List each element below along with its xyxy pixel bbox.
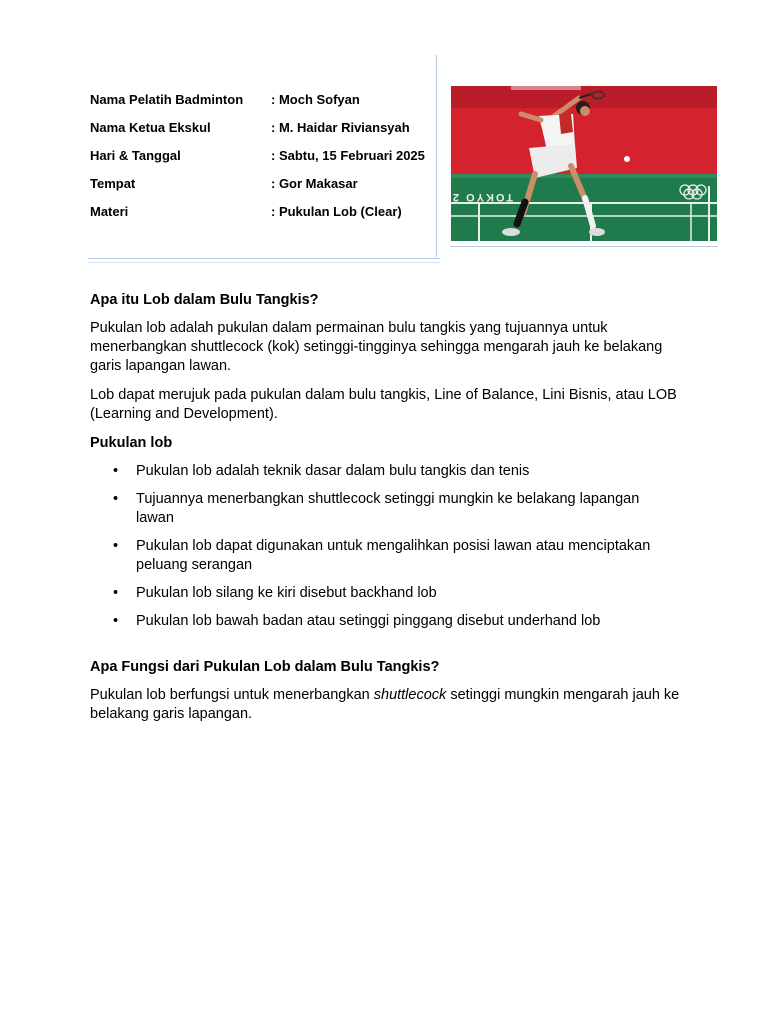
table-border-vertical (436, 55, 437, 257)
bullet-icon: • (113, 585, 119, 601)
info-value: : Gor Makasar (271, 176, 358, 191)
function-text-italic: shuttlecock (373, 687, 447, 703)
section-heading-pukulan-lob: Pukulan lob (90, 435, 173, 451)
bullet-icon: • (113, 613, 119, 629)
bullet-icon: • (113, 491, 119, 507)
list-item (113, 462, 680, 481)
info-label: Nama Pelatih Badminton (90, 92, 244, 107)
info-label: Hari & Tanggal (90, 148, 181, 163)
list-item-text: Pukulan lob bawah badan atau setinggi pinggang disebut underhand lob (136, 613, 601, 629)
section-spacer (90, 640, 680, 658)
info-row-place (90, 175, 440, 203)
paragraph-lob-function (90, 686, 680, 724)
paragraph-lob-meanings: Lob dapat merujuk pada pukulan dalam bulu tangkis, Line of Balance, Lini Bisnis, atau LOB (Learning and Development). (90, 387, 677, 422)
function-text-start: Pukulan lob berfungsi untuk menerbangkan (90, 687, 374, 703)
list-item-text: Pukulan lob dapat digunakan untuk mengalihkan posisi lawan atau menciptakan peluang serangan (136, 538, 651, 573)
photo-court (451, 174, 717, 241)
info-row-date (90, 147, 440, 175)
section-heading-lob-function: Apa Fungsi dari Pukulan Lob dalam Bulu Tangkis? (90, 659, 440, 675)
list-item (113, 584, 680, 603)
section-heading-what-is-lob: Apa itu Lob dalam Bulu Tangkis? (90, 292, 319, 308)
table-border-bottom (88, 258, 440, 259)
info-label: Materi (90, 204, 129, 219)
table-border-bottom-shadow (88, 262, 440, 263)
bullet-icon: • (113, 538, 119, 554)
list-item (113, 612, 680, 631)
document-body (90, 291, 680, 734)
photo-court-text: TOKYO 2 (451, 191, 513, 203)
info-table (90, 91, 440, 231)
list-item (113, 490, 680, 528)
list-item (113, 537, 680, 575)
bullet-list (90, 462, 680, 631)
info-value: : Sabtu, 15 Februari 2025 (271, 148, 425, 163)
function-text-end: setinggi mungkin mengarah jauh ke belakang garis lapangan. (90, 687, 680, 722)
info-value: : Moch Sofyan (271, 92, 360, 107)
list-item-text: Tujuannya menerbangkan shuttlecock setinggi mungkin ke belakang lapangan lawan (136, 491, 640, 526)
shuttlecock (624, 156, 630, 162)
list-item-text: Pukulan lob adalah teknik dasar dalam bulu tangkis dan tenis (136, 463, 530, 479)
paragraph-lob-definition: Pukulan lob adalah pukulan dalam permainan bulu tangkis yang tujuannya untuk menerbangkan shuttlecock (kok) setinggi-tingginya sehingga mengarah jauh ke belakang garis lapangan lawan. (90, 320, 663, 374)
info-value: : M. Haidar Riviansyah (271, 120, 410, 135)
list-item-text: Pukulan lob silang ke kiri disebut backhand lob (136, 585, 437, 601)
badminton-player-photo (451, 86, 717, 241)
info-label: Nama Ketua Ekskul (90, 120, 211, 135)
info-value: : Pukulan Lob (Clear) (271, 204, 402, 219)
info-row-material (90, 203, 440, 231)
info-row-leader (90, 119, 440, 147)
photo-border-bottom (450, 246, 718, 247)
bullet-icon: • (113, 463, 119, 479)
info-row-coach (90, 91, 440, 119)
info-label: Tempat (90, 176, 136, 191)
